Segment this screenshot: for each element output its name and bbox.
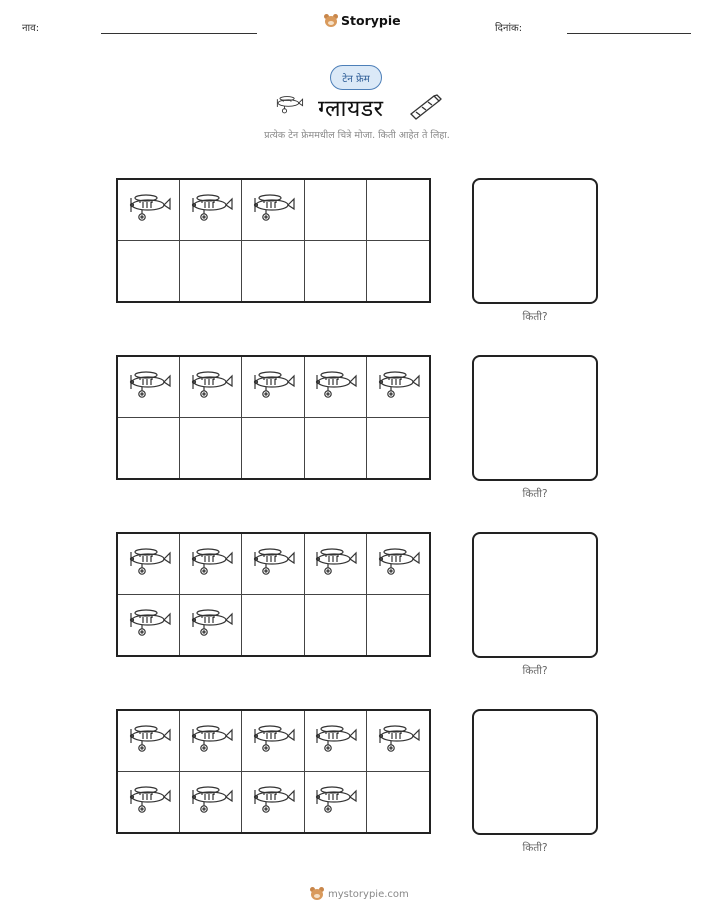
answer-box-2[interactable] [472,355,598,481]
biplane-icon [126,545,172,583]
biplane-icon [188,545,234,583]
ten-frame-cell [118,357,180,418]
ten-frame-cell [305,357,367,418]
ten-frame-cell [242,772,304,833]
name-label: नाव: [22,23,40,34]
ten-frame-cell [242,595,304,656]
biplane-icon [126,191,172,229]
ten-frame-cell [367,418,429,479]
ten-frame-cell [367,357,429,418]
worksheet-type-badge: टेन फ्रेम [330,65,382,90]
ten-frame-cell [118,418,180,479]
answer-box-1[interactable] [472,178,598,304]
ten-frame-cell [242,357,304,418]
biplane-icon [375,722,421,760]
biplane-icon [126,606,172,644]
biplane-icon [250,368,296,406]
ten-frame-cell [367,711,429,772]
ten-frame-cell [305,180,367,241]
biplane-icon [188,783,234,821]
biplane-icon [126,783,172,821]
ten-frame-cell [180,772,242,833]
ten-frame-4 [116,709,431,834]
ten-frame-cell [118,711,180,772]
ten-frame-cell [305,241,367,302]
ten-frame-cell [180,241,242,302]
how-many-label-2: किती? [522,488,548,500]
how-many-label-3: किती? [522,665,548,677]
ten-frame-cell [180,534,242,595]
ten-frame-cell [242,241,304,302]
how-many-label-4: किती? [522,842,548,854]
ten-frame-cell [118,241,180,302]
how-many-label-1: किती? [522,311,548,323]
date-field-line[interactable] [567,33,691,34]
ten-frame-cell [118,595,180,656]
ten-frame-cell [242,418,304,479]
ten-frame-cell [118,534,180,595]
ten-frame-cell [305,772,367,833]
ten-frame-cell [367,595,429,656]
ten-frame-cell [242,534,304,595]
name-field-line[interactable] [101,33,257,34]
biplane-icon [250,722,296,760]
answer-box-3[interactable] [472,532,598,658]
glider-wood-icon [408,92,442,120]
ten-frame-cell [180,357,242,418]
biplane-icon [188,606,234,644]
brand-name: Storypie [341,13,401,28]
ten-frame-cell [180,418,242,479]
ten-frame-3 [116,532,431,657]
date-label: दिनांक: [495,23,523,34]
biplane-icon [312,368,358,406]
biplane-icon [312,545,358,583]
ten-frame-cell [305,711,367,772]
ten-frame-cell [305,418,367,479]
ten-frame-cell [367,180,429,241]
instructions: प्रत्येक टेन फ्रेममधील चित्रे मोजा. किती आहेत ते लिहा. [264,130,450,141]
biplane-icon [188,191,234,229]
biplane-icon [126,368,172,406]
ten-frame-cell [180,595,242,656]
biplane-icon [250,545,296,583]
bear-logo-icon [324,14,338,28]
ten-frame-2 [116,355,431,480]
answer-box-4[interactable] [472,709,598,835]
footer [310,887,409,901]
ten-frame-cell [118,772,180,833]
ten-frame-cell [367,241,429,302]
biplane-icon [250,191,296,229]
ten-frame-cell [180,711,242,772]
ten-frame-cell [367,534,429,595]
biplane-icon [250,783,296,821]
biplane-icon [126,722,172,760]
ten-frame-cell [242,711,304,772]
ten-frame-1 [116,178,431,303]
footer-url[interactable]: mystorypie.com [328,888,409,900]
ten-frame-cell [305,595,367,656]
biplane-icon [312,783,358,821]
ten-frame-cell [242,180,304,241]
ten-frame-cell [118,180,180,241]
ten-frame-cell [305,534,367,595]
bear-logo-icon [310,887,324,901]
biplane-icon [375,368,421,406]
ten-frame-cell [180,180,242,241]
biplane-icon [312,722,358,760]
ten-frame-cell [367,772,429,833]
page-title: ग्लायडर [318,96,384,122]
biplane-icon [188,722,234,760]
biplane-icon [272,94,306,116]
biplane-icon [375,545,421,583]
brand-logo [324,13,401,28]
biplane-icon [188,368,234,406]
